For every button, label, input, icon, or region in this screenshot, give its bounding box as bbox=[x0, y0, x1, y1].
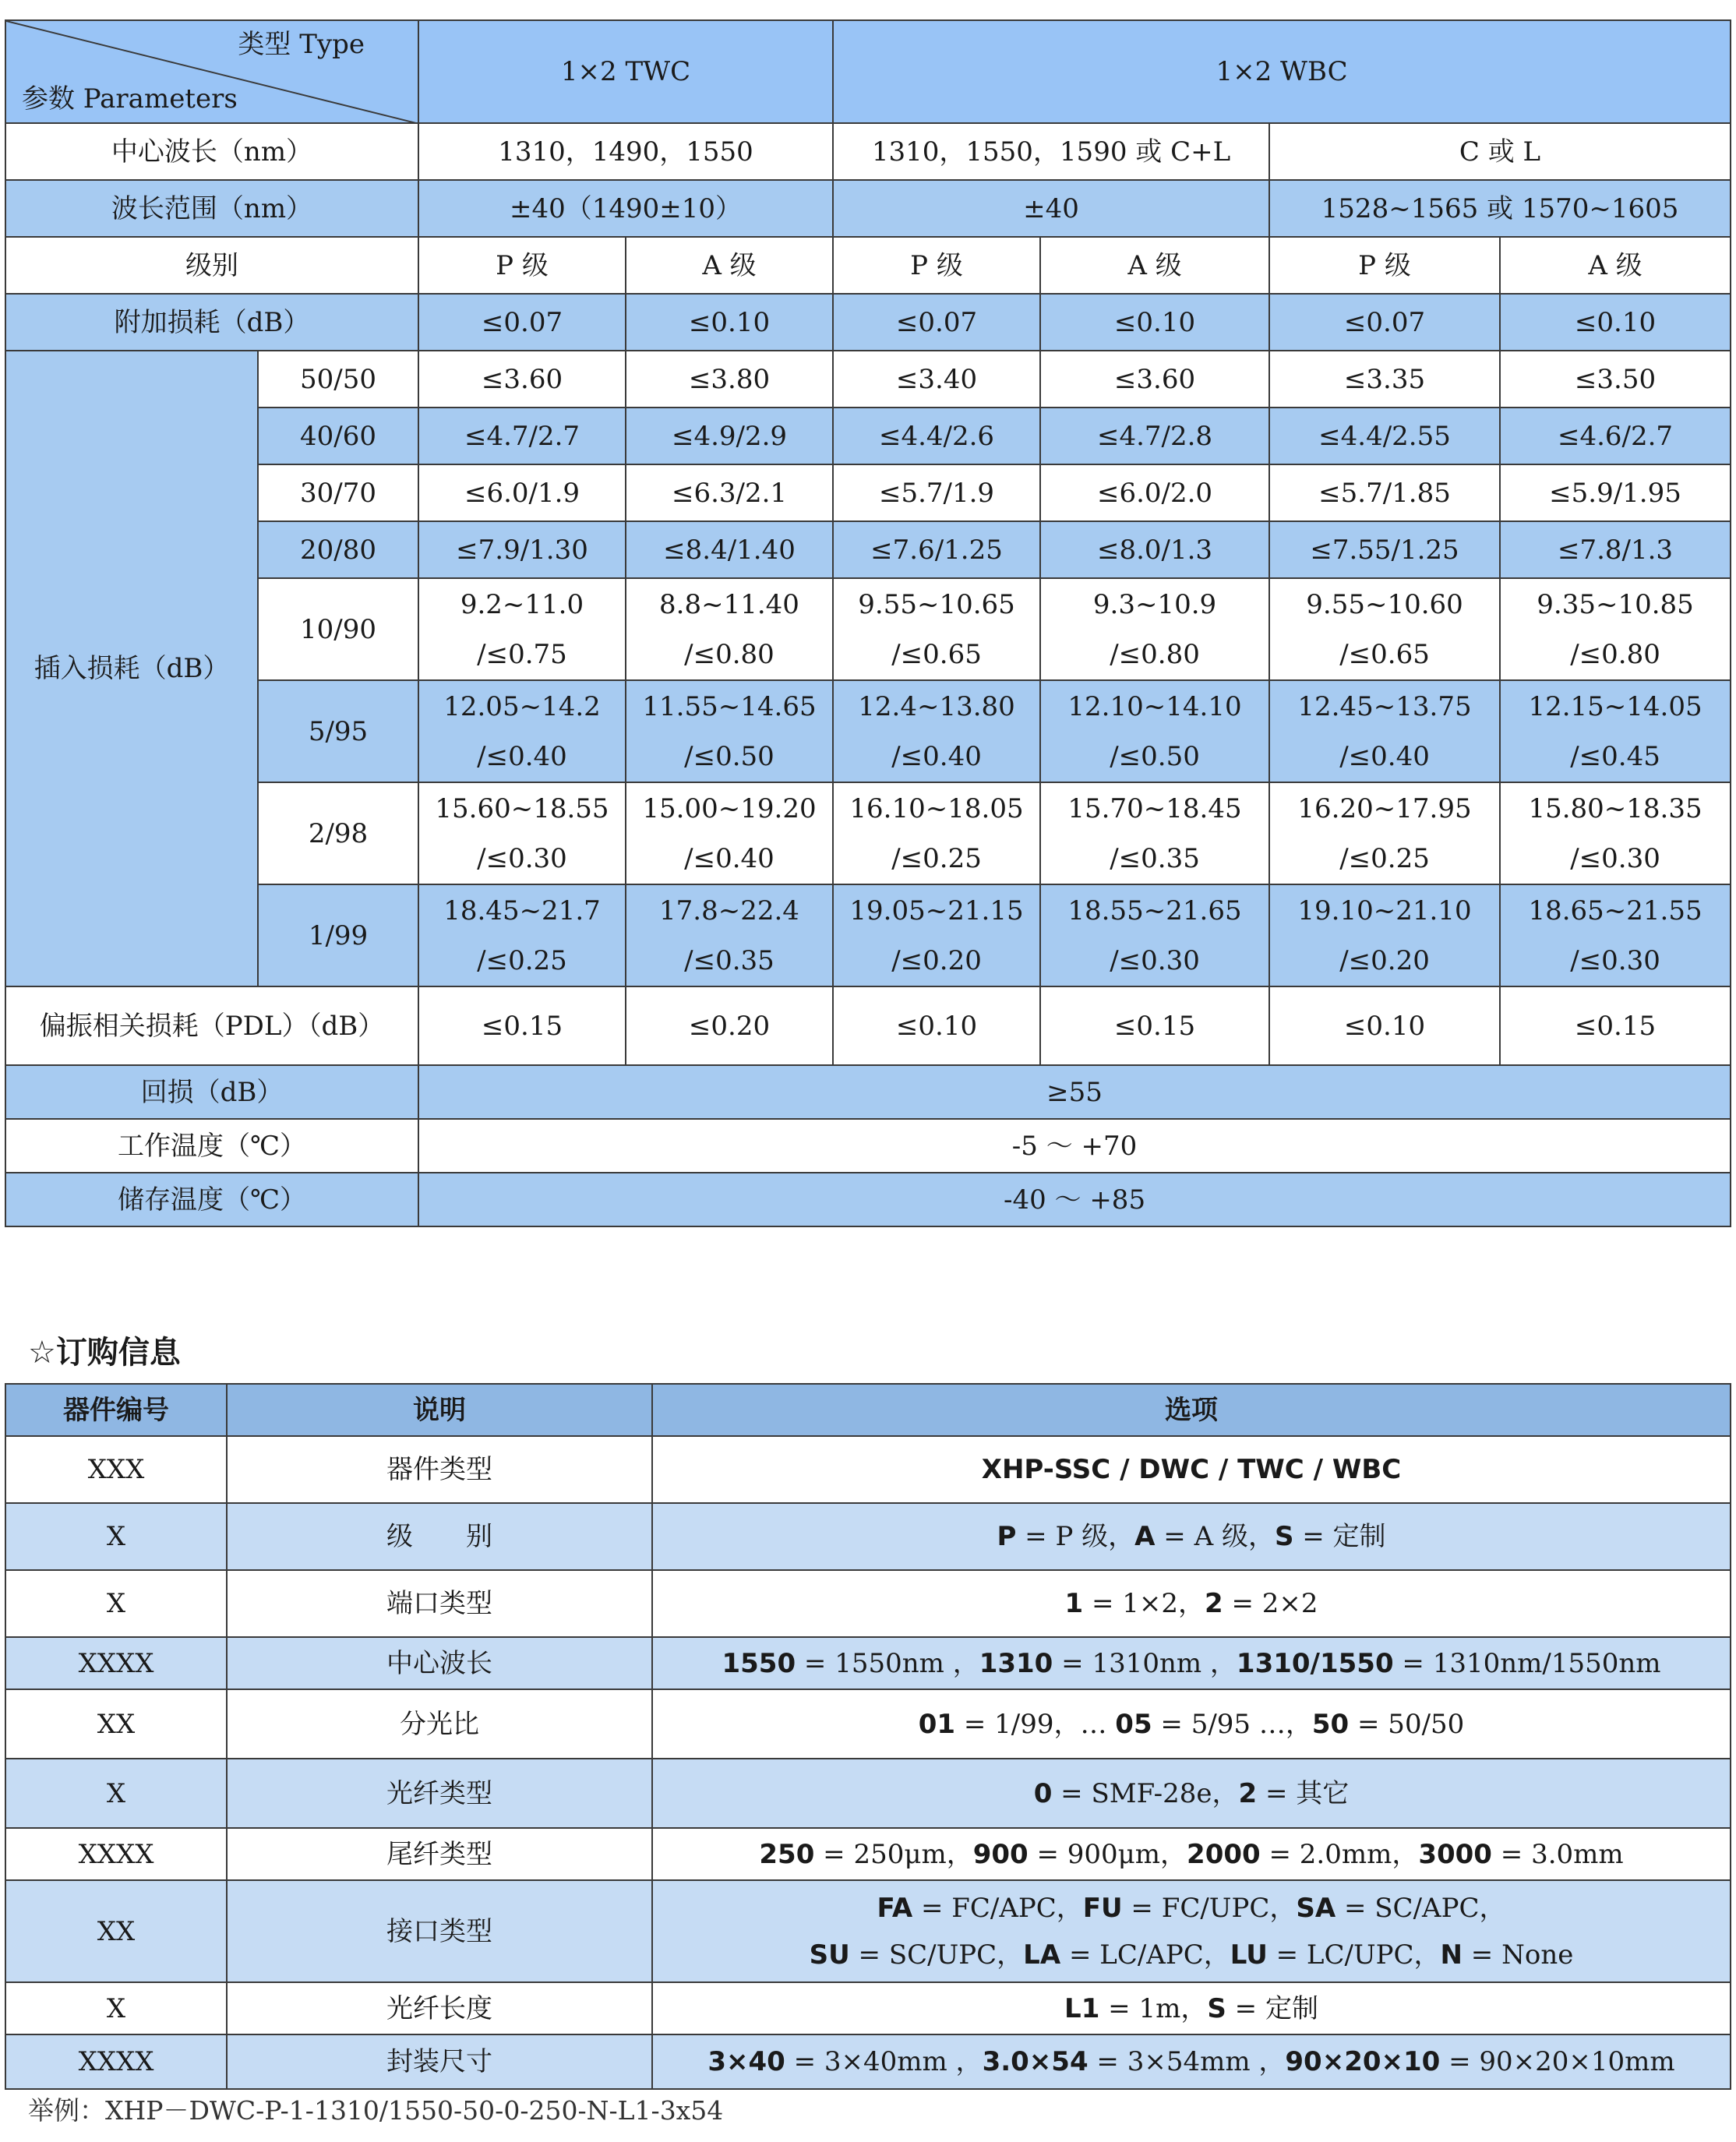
option-meaning: = SC/APC， bbox=[1336, 1892, 1506, 1924]
desc-cell: 级 别 bbox=[227, 1503, 652, 1570]
option-code: 50 bbox=[1311, 1708, 1350, 1740]
value-cell: 1310，1550，1590 或 C+L bbox=[833, 123, 1269, 180]
code-cell: XXX bbox=[5, 1436, 227, 1503]
option-code: P bbox=[997, 1521, 1017, 1552]
row-label: 储存温度（℃） bbox=[5, 1173, 418, 1226]
row-label: 级别 bbox=[5, 237, 418, 294]
value-cell: ≤4.9/2.9 bbox=[626, 408, 833, 464]
options-cell bbox=[652, 1759, 1731, 1828]
option-line bbox=[653, 1831, 1730, 1878]
value-cell bbox=[1269, 680, 1500, 782]
range-text: 12.45~13.75 bbox=[1297, 690, 1472, 722]
row-label: 工作温度（℃） bbox=[5, 1119, 418, 1173]
option-meaning: = 50/50 bbox=[1349, 1708, 1465, 1740]
range-text: 15.60~18.55 bbox=[435, 792, 609, 824]
pdl-text: /≤0.30 bbox=[477, 842, 567, 874]
value-cell: ≤5.7/1.85 bbox=[1269, 464, 1500, 521]
options-cell bbox=[652, 1637, 1731, 1689]
spec-table bbox=[5, 19, 1731, 1227]
option-meaning: = 2×2 bbox=[1223, 1588, 1318, 1619]
option-code: S bbox=[1207, 1992, 1226, 2024]
option-line bbox=[653, 1446, 1730, 1493]
desc-cell: 中心波长 bbox=[227, 1637, 652, 1689]
value-cell bbox=[833, 680, 1040, 782]
value-cell bbox=[1040, 680, 1269, 782]
value-cell: ≤7.9/1.30 bbox=[418, 521, 626, 578]
code-cell: X bbox=[5, 1570, 227, 1637]
value-cell: -40 ～ +85 bbox=[418, 1173, 1731, 1226]
value-cell: ≤4.7/2.7 bbox=[418, 408, 626, 464]
option-code: XHP-SSC / DWC / TWC / WBC bbox=[981, 1454, 1402, 1485]
option-meaning: = 900μm， bbox=[1028, 1838, 1187, 1870]
desc-cell: 端口类型 bbox=[227, 1570, 652, 1637]
code-cell: X bbox=[5, 1503, 227, 1570]
value-cell: ≤6.3/2.1 bbox=[626, 464, 833, 521]
pdl-text: /≤0.20 bbox=[891, 944, 982, 976]
option-meaning: = 其它 bbox=[1257, 1777, 1350, 1809]
value-cell bbox=[1500, 884, 1731, 986]
ratio-cell: 10/90 bbox=[258, 578, 418, 680]
options-cell bbox=[652, 1570, 1731, 1637]
option-meaning: = 1310nm/1550nm bbox=[1393, 1647, 1661, 1679]
pdl-text: /≤0.40 bbox=[1339, 740, 1430, 772]
value-cell: ≤4.4/2.55 bbox=[1269, 408, 1500, 464]
value-cell: C 或 L bbox=[1269, 123, 1731, 180]
option-line bbox=[653, 1885, 1730, 1932]
option-meaning: = 90×20×10mm bbox=[1440, 2046, 1675, 2077]
option-meaning: = LC/UPC， bbox=[1267, 1939, 1441, 1971]
option-meaning: = FC/APC， bbox=[912, 1892, 1083, 1924]
ratio-cell: 20/80 bbox=[258, 521, 418, 578]
range-text: 12.05~14.2 bbox=[443, 690, 601, 722]
ratio-cell: 1/99 bbox=[258, 884, 418, 986]
option-code: N bbox=[1440, 1939, 1463, 1971]
ratio-cell: 5/95 bbox=[258, 680, 418, 782]
range-text: 16.10~18.05 bbox=[849, 792, 1024, 824]
value-cell: ≤0.10 bbox=[1040, 294, 1269, 351]
header-cell: 选项 bbox=[652, 1384, 1731, 1436]
code-cell: XXXX bbox=[5, 1637, 227, 1689]
options-cell bbox=[652, 1436, 1731, 1503]
option-meaning: = 1550nm ， bbox=[796, 1647, 979, 1679]
value-cell: ≤0.10 bbox=[1269, 986, 1500, 1065]
value-cell: ≤7.55/1.25 bbox=[1269, 521, 1500, 578]
option-meaning: = SMF-28e， bbox=[1052, 1777, 1239, 1809]
pdl-text: /≤0.30 bbox=[1110, 944, 1200, 976]
pdl-text: /≤0.25 bbox=[1339, 842, 1430, 874]
code-cell: X bbox=[5, 1759, 227, 1828]
value-cell: 1528~1565 或 1570~1605 bbox=[1269, 180, 1731, 237]
range-text: 9.2~11.0 bbox=[460, 588, 584, 620]
value-cell: ≤6.0/2.0 bbox=[1040, 464, 1269, 521]
header-cell: 说明 bbox=[227, 1384, 652, 1436]
value-cell bbox=[1500, 782, 1731, 884]
value-cell bbox=[1500, 578, 1731, 680]
option-meaning: = FC/UPC， bbox=[1122, 1892, 1297, 1924]
pdl-text: /≤0.50 bbox=[1110, 740, 1200, 772]
option-code: 1310 bbox=[979, 1647, 1053, 1679]
value-cell bbox=[1269, 782, 1500, 884]
value-cell: ≤7.6/1.25 bbox=[833, 521, 1040, 578]
option-code: 900 bbox=[972, 1838, 1029, 1870]
value-cell: 1310，1490，1550 bbox=[418, 123, 833, 180]
code-cell: X bbox=[5, 1982, 227, 2034]
options-cell bbox=[652, 1689, 1731, 1759]
desc-cell: 器件类型 bbox=[227, 1436, 652, 1503]
option-code: FU bbox=[1082, 1892, 1123, 1924]
pdl-text: /≤0.40 bbox=[891, 740, 982, 772]
parameters-label: 参数 Parameters bbox=[22, 83, 238, 115]
value-cell: A 级 bbox=[1500, 237, 1731, 294]
code-cell: XX bbox=[5, 1689, 227, 1759]
range-text: 8.8~11.40 bbox=[659, 588, 799, 620]
twc-header: 1×2 TWC bbox=[418, 20, 833, 123]
value-cell: ≤8.4/1.40 bbox=[626, 521, 833, 578]
value-cell bbox=[833, 782, 1040, 884]
value-cell: ≤0.07 bbox=[418, 294, 626, 351]
range-text: 9.55~10.65 bbox=[858, 588, 1015, 620]
option-code: L1 bbox=[1064, 1992, 1100, 2024]
option-meaning: = 1/99，… bbox=[955, 1708, 1116, 1740]
pdl-text: /≤0.65 bbox=[1339, 638, 1430, 670]
option-code: 2000 bbox=[1187, 1838, 1261, 1870]
insertion-loss-label: 插入损耗（dB） bbox=[5, 351, 258, 986]
value-cell: ≤0.15 bbox=[1040, 986, 1269, 1065]
options-cell bbox=[652, 1982, 1731, 2034]
range-text: 18.55~21.65 bbox=[1067, 895, 1242, 926]
option-code: LU bbox=[1230, 1939, 1268, 1971]
value-cell: ≤4.4/2.6 bbox=[833, 408, 1040, 464]
option-code: 3.0×54 bbox=[982, 2046, 1089, 2077]
pdl-text: /≤0.30 bbox=[1570, 842, 1660, 874]
pdl-text: /≤0.80 bbox=[684, 638, 774, 670]
range-text: 9.35~10.85 bbox=[1537, 588, 1694, 620]
value-cell: ≤3.60 bbox=[1040, 351, 1269, 408]
value-cell: ≤0.10 bbox=[1500, 294, 1731, 351]
option-code: LA bbox=[1023, 1939, 1061, 1971]
value-cell: ≤3.60 bbox=[418, 351, 626, 408]
range-text: 15.80~18.35 bbox=[1528, 792, 1702, 824]
option-code: 05 bbox=[1115, 1708, 1152, 1740]
option-meaning: = 3×40mm ， bbox=[785, 2046, 983, 2077]
range-text: 15.70~18.45 bbox=[1067, 792, 1242, 824]
pdl-text: /≤0.25 bbox=[891, 842, 982, 874]
option-code: FA bbox=[877, 1892, 913, 1924]
option-code: S bbox=[1274, 1521, 1294, 1552]
option-code: 3×40 bbox=[707, 2046, 785, 2077]
pdl-text: /≤0.35 bbox=[684, 944, 774, 976]
value-cell bbox=[418, 680, 626, 782]
desc-cell: 尾纤类型 bbox=[227, 1828, 652, 1880]
value-cell: ≤8.0/1.3 bbox=[1040, 521, 1269, 578]
option-meaning: = None bbox=[1463, 1939, 1574, 1971]
option-meaning: = 定制 bbox=[1293, 1521, 1386, 1552]
pdl-text: /≤0.20 bbox=[1339, 944, 1430, 976]
option-line bbox=[653, 1770, 1730, 1817]
options-cell bbox=[652, 1503, 1731, 1570]
header-cell: 器件编号 bbox=[5, 1384, 227, 1436]
value-cell bbox=[1040, 884, 1269, 986]
range-text: 16.20~17.95 bbox=[1297, 792, 1472, 824]
type-label: 类型 Type bbox=[238, 29, 365, 60]
option-code: SA bbox=[1296, 1892, 1336, 1924]
value-cell: ≤3.80 bbox=[626, 351, 833, 408]
pdl-text: /≤0.80 bbox=[1570, 638, 1660, 670]
value-cell bbox=[1040, 782, 1269, 884]
options-cell bbox=[652, 2034, 1731, 2089]
option-line bbox=[653, 1513, 1730, 1560]
value-cell: ≤4.7/2.8 bbox=[1040, 408, 1269, 464]
value-cell bbox=[626, 578, 833, 680]
value-cell: ≤0.20 bbox=[626, 986, 833, 1065]
range-text: 19.05~21.15 bbox=[849, 895, 1024, 926]
value-cell: ≤3.50 bbox=[1500, 351, 1731, 408]
value-cell bbox=[1269, 884, 1500, 986]
option-code: 3000 bbox=[1418, 1838, 1492, 1870]
pdl-text: /≤0.40 bbox=[684, 842, 774, 874]
option-code: SU bbox=[809, 1939, 850, 1971]
option-code: 0 bbox=[1033, 1777, 1053, 1809]
option-code: 90×20×10 bbox=[1285, 2046, 1441, 2077]
code-cell: XX bbox=[5, 1880, 227, 1982]
option-line bbox=[653, 1985, 1730, 2032]
option-meaning: = SC/UPC， bbox=[849, 1939, 1024, 1971]
pdl-text: /≤0.25 bbox=[477, 944, 567, 976]
options-cell bbox=[652, 1880, 1731, 1982]
range-text: 9.55~10.60 bbox=[1306, 588, 1463, 620]
range-text: 18.45~21.7 bbox=[443, 895, 601, 926]
options-cell bbox=[652, 1828, 1731, 1880]
value-cell: P 级 bbox=[833, 237, 1040, 294]
diagonal-header-cell bbox=[5, 20, 418, 123]
option-meaning: = P 级， bbox=[1016, 1521, 1135, 1552]
code-cell: XXXX bbox=[5, 1828, 227, 1880]
desc-cell: 光纤长度 bbox=[227, 1982, 652, 2034]
option-line bbox=[653, 2038, 1730, 2085]
value-cell: ≤0.10 bbox=[833, 986, 1040, 1065]
range-text: 12.4~13.80 bbox=[858, 690, 1015, 722]
desc-cell: 接口类型 bbox=[227, 1880, 652, 1982]
desc-cell: 封装尺寸 bbox=[227, 2034, 652, 2089]
option-meaning: = A 级， bbox=[1155, 1521, 1275, 1552]
pdl-text: /≤0.50 bbox=[684, 740, 774, 772]
ordering-title: ☆订购信息 bbox=[28, 1335, 181, 1371]
option-code: 2 bbox=[1205, 1588, 1223, 1619]
option-code: 1310/1550 bbox=[1236, 1647, 1394, 1679]
range-text: 15.00~19.20 bbox=[642, 792, 817, 824]
value-cell: ≤5.7/1.9 bbox=[833, 464, 1040, 521]
option-code: 2 bbox=[1238, 1777, 1258, 1809]
code-cell: XXXX bbox=[5, 2034, 227, 2089]
ordering-table bbox=[5, 1383, 1731, 2090]
ratio-cell: 40/60 bbox=[258, 408, 418, 464]
desc-cell: 光纤类型 bbox=[227, 1759, 652, 1828]
option-meaning: = 3.0mm bbox=[1491, 1838, 1624, 1870]
option-line bbox=[653, 1932, 1730, 1978]
range-text: 9.3~10.9 bbox=[1092, 588, 1217, 620]
ratio-cell: 50/50 bbox=[258, 351, 418, 408]
option-code: 1550 bbox=[722, 1647, 796, 1679]
value-cell: ≤0.07 bbox=[1269, 294, 1500, 351]
value-cell bbox=[626, 884, 833, 986]
value-cell: -5 ～ +70 bbox=[418, 1119, 1731, 1173]
range-text: 12.15~14.05 bbox=[1528, 690, 1702, 722]
value-cell: ≤0.15 bbox=[1500, 986, 1731, 1065]
value-cell: P 级 bbox=[418, 237, 626, 294]
option-meaning: = 2.0mm， bbox=[1260, 1838, 1419, 1870]
option-line bbox=[653, 1701, 1730, 1748]
option-code: 250 bbox=[759, 1838, 815, 1870]
option-code: 01 bbox=[918, 1708, 956, 1740]
ratio-cell: 2/98 bbox=[258, 782, 418, 884]
example-text: 举例：XHP－DWC-P-1-1310/1550-50-0-250-N-L1-3x54 bbox=[28, 2095, 724, 2126]
pdl-text: /≤0.30 bbox=[1570, 944, 1660, 976]
row-label: 附加损耗（dB） bbox=[5, 294, 418, 351]
value-cell bbox=[1500, 680, 1731, 782]
wbc-header: 1×2 WBC bbox=[833, 20, 1731, 123]
value-cell: ≤6.0/1.9 bbox=[418, 464, 626, 521]
value-cell: A 级 bbox=[1040, 237, 1269, 294]
value-cell: ≤0.15 bbox=[418, 986, 626, 1065]
row-label: 波长范围（nm） bbox=[5, 180, 418, 237]
row-label: 回损（dB） bbox=[5, 1065, 418, 1119]
range-text: 19.10~21.10 bbox=[1297, 895, 1472, 926]
option-meaning: = LC/APC， bbox=[1060, 1939, 1230, 1971]
desc-cell: 分光比 bbox=[227, 1689, 652, 1759]
pdl-text: /≤0.45 bbox=[1570, 740, 1660, 772]
option-meaning: = 250μm， bbox=[814, 1838, 973, 1870]
value-cell: ≤3.40 bbox=[833, 351, 1040, 408]
value-cell bbox=[418, 884, 626, 986]
option-line bbox=[653, 1640, 1730, 1687]
value-cell bbox=[626, 680, 833, 782]
range-text: 18.65~21.55 bbox=[1528, 895, 1702, 926]
value-cell bbox=[833, 884, 1040, 986]
value-cell bbox=[418, 782, 626, 884]
option-meaning: = 1310nm ， bbox=[1053, 1647, 1237, 1679]
range-text: 17.8~22.4 bbox=[659, 895, 799, 926]
value-cell: ≤3.35 bbox=[1269, 351, 1500, 408]
option-meaning: = 1×2， bbox=[1083, 1588, 1205, 1619]
option-meaning: = 1m， bbox=[1099, 1992, 1208, 2024]
pdl-text: /≤0.80 bbox=[1110, 638, 1200, 670]
value-cell: ±40（1490±10） bbox=[418, 180, 833, 237]
value-cell bbox=[833, 578, 1040, 680]
value-cell: A 级 bbox=[626, 237, 833, 294]
row-label: 偏振相关损耗（PDL）（dB） bbox=[5, 986, 418, 1065]
option-meaning: = 5/95 …， bbox=[1152, 1708, 1312, 1740]
option-line bbox=[653, 1580, 1730, 1627]
value-cell bbox=[626, 782, 833, 884]
option-meaning: = 3×54mm ， bbox=[1088, 2046, 1286, 2077]
value-cell: ≥55 bbox=[418, 1065, 1731, 1119]
value-cell: ±40 bbox=[833, 180, 1269, 237]
value-cell: ≤0.07 bbox=[833, 294, 1040, 351]
option-code: 1 bbox=[1064, 1588, 1084, 1619]
option-code: A bbox=[1134, 1521, 1156, 1552]
pdl-text: /≤0.65 bbox=[891, 638, 982, 670]
pdl-text: /≤0.40 bbox=[477, 740, 567, 772]
value-cell: ≤4.6/2.7 bbox=[1500, 408, 1731, 464]
range-text: 12.10~14.10 bbox=[1067, 690, 1242, 722]
value-cell bbox=[1040, 578, 1269, 680]
value-cell: ≤5.9/1.95 bbox=[1500, 464, 1731, 521]
value-cell: P 级 bbox=[1269, 237, 1500, 294]
value-cell bbox=[418, 578, 626, 680]
range-text: 11.55~14.65 bbox=[642, 690, 817, 722]
option-meaning: = 定制 bbox=[1226, 1992, 1318, 2024]
pdl-text: /≤0.75 bbox=[477, 638, 567, 670]
ratio-cell: 30/70 bbox=[258, 464, 418, 521]
row-label: 中心波长（nm） bbox=[5, 123, 418, 180]
pdl-text: /≤0.35 bbox=[1110, 842, 1200, 874]
value-cell bbox=[1269, 578, 1500, 680]
value-cell: ≤0.10 bbox=[626, 294, 833, 351]
value-cell: ≤7.8/1.3 bbox=[1500, 521, 1731, 578]
